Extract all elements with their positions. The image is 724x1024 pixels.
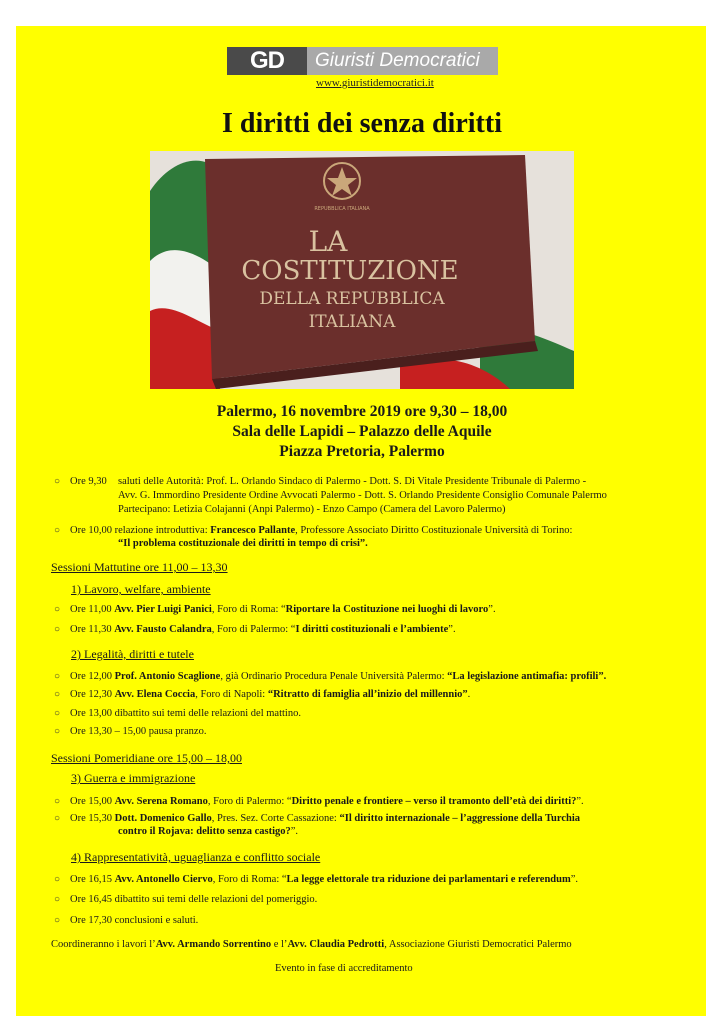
book-title-la: LA	[308, 225, 348, 258]
logo-name: Giuristi Democratici	[307, 47, 498, 75]
greetings-time: Ore 9,30	[70, 476, 107, 487]
session-3-heading: 3) Guerra e immigrazione	[71, 771, 196, 785]
afternoon-debate: Ore 16,45 dibattito sui temi delle relazioni del pomeriggio.	[70, 894, 318, 905]
book-title-costituzione: COSTITUZIONE	[241, 256, 459, 286]
session-1-heading: 1) Lavoro, welfare, ambiente	[71, 582, 211, 596]
date-time: Palermo, 16 novembre 2019 ore 9,30 – 18,00	[216, 403, 508, 420]
session-4-heading: 4) Rappresentatività, uguaglianza e conflitto sociale	[71, 850, 321, 864]
bullet-icon: ○	[54, 476, 61, 487]
bullet-icon: ○	[54, 874, 61, 885]
talk-scaglione: Ore 12,00 Prof. Antonio Scaglione, già Ordinario Procedura Penale Università Palermo: “La legislazione antimafia: profili”.	[70, 671, 607, 682]
morning-sessions-heading: Sessioni Mattutine ore 11,00 – 13,30	[51, 560, 228, 574]
intro-talk: Ore 10,00 relazione introduttiva: Francesco Pallante, Professore Associato Diritto Costituzionale Università di Torino:	[70, 525, 573, 536]
bullet-icon: ○	[54, 894, 61, 905]
greetings-line-2: Avv. G. Immordino Presidente Ordine Avvocati Palermo - Dott. S. Orlando Presidente Consiglio Comunale Palermo	[118, 490, 607, 501]
logo-initials: GD	[227, 47, 307, 75]
bullet-icon: ○	[54, 671, 61, 682]
bullet-icon: ○	[54, 796, 61, 807]
talk-gallo: Ore 15,30 Dott. Domenico Gallo, Pres. Sez. Corte Cassazione: “Il diritto internazionale – l’aggressione della Turchia	[70, 813, 581, 824]
event-title: I diritti dei senza diritti	[222, 108, 502, 139]
talk-calandra: Ore 11,30 Avv. Fausto Calandra, Foro di Palermo: “I diritti costituzionali e l’ambiente”.	[70, 624, 456, 635]
bullet-icon: ○	[54, 624, 61, 635]
talk-ciervo: Ore 16,15 Avv. Antonello Ciervo, Foro di Roma: “La legge elettorale tra riduzione dei parlamentari e referendum”.	[70, 874, 579, 885]
giuristi-democratici-logo	[227, 47, 498, 75]
book-title-italiana: ITALIANA	[308, 312, 396, 332]
talk-gallo-continued: contro il Rojava: delitto senza castigo?”.	[118, 826, 299, 837]
talk-coccia: Ore 12,30 Avv. Elena Coccia, Foro di Napoli: “Ritratto di famiglia all’inizio del millennio”.	[70, 689, 471, 700]
lunch-break: Ore 13,30 – 15,00 pausa pranzo.	[70, 726, 207, 737]
closing-remarks: Ore 17,30 conclusioni e saluti.	[70, 915, 199, 926]
bullet-icon: ○	[54, 813, 61, 824]
intro-talk-title: “Il problema costituzionale dei diritti in tempo di crisi”.	[118, 538, 368, 549]
bullet-icon: ○	[54, 604, 61, 615]
bullet-icon: ○	[54, 915, 61, 926]
session-2-heading: 2) Legalità, diritti e tutele	[71, 647, 194, 661]
website-link[interactable]: www.giuristidemocratici.it	[316, 77, 434, 89]
greetings-line-3: Partecipano: Letizia Colajanni (Anpi Palermo) - Enzo Campo (Camera del Lavoro Palermo)	[118, 504, 506, 515]
venue-address: Piazza Pretoria, Palermo	[279, 443, 445, 460]
venue-details	[0, 402, 724, 462]
afternoon-sessions-heading: Sessioni Pomeridiane ore 15,00 – 18,00	[51, 751, 242, 765]
book-title-repubblica: DELLA REPUBBLICA	[259, 289, 445, 309]
constitution-book-image	[150, 151, 574, 389]
morning-debate: Ore 13,00 dibattito sui temi delle relazioni del mattino.	[70, 708, 301, 719]
talk-panici: Ore 11,00 Avv. Pier Luigi Panici, Foro di Roma: “Riportare la Costituzione nei luoghi di lavoro”.	[70, 604, 496, 615]
bullet-icon: ○	[54, 525, 61, 536]
bullet-icon: ○	[54, 689, 61, 700]
bullet-icon: ○	[54, 726, 61, 737]
coordinators: Coordineranno i lavori l’Avv. Armando Sorrentino e l’Avv. Claudia Pedrotti, Associazione Giuristi Democratici Palermo	[51, 939, 572, 950]
greetings-line-1: saluti delle Autorità: Prof. L. Orlando Sindaco di Palermo - Dott. S. Di Vitale Presidente Tribunale di Palermo -	[118, 476, 587, 487]
bullet-icon: ○	[54, 708, 61, 719]
venue-hall: Sala delle Lapidi – Palazzo delle Aquile	[232, 423, 492, 440]
accreditation-note: Evento in fase di accreditamento	[275, 963, 413, 974]
emblem-label: REPUBBLICA ITALIANA	[314, 206, 370, 212]
talk-romano: Ore 15,00 Avv. Serena Romano, Foro di Palermo: “Diritto penale e frontiere – verso il tramonto dell’età dei diritti?”.	[70, 796, 584, 807]
